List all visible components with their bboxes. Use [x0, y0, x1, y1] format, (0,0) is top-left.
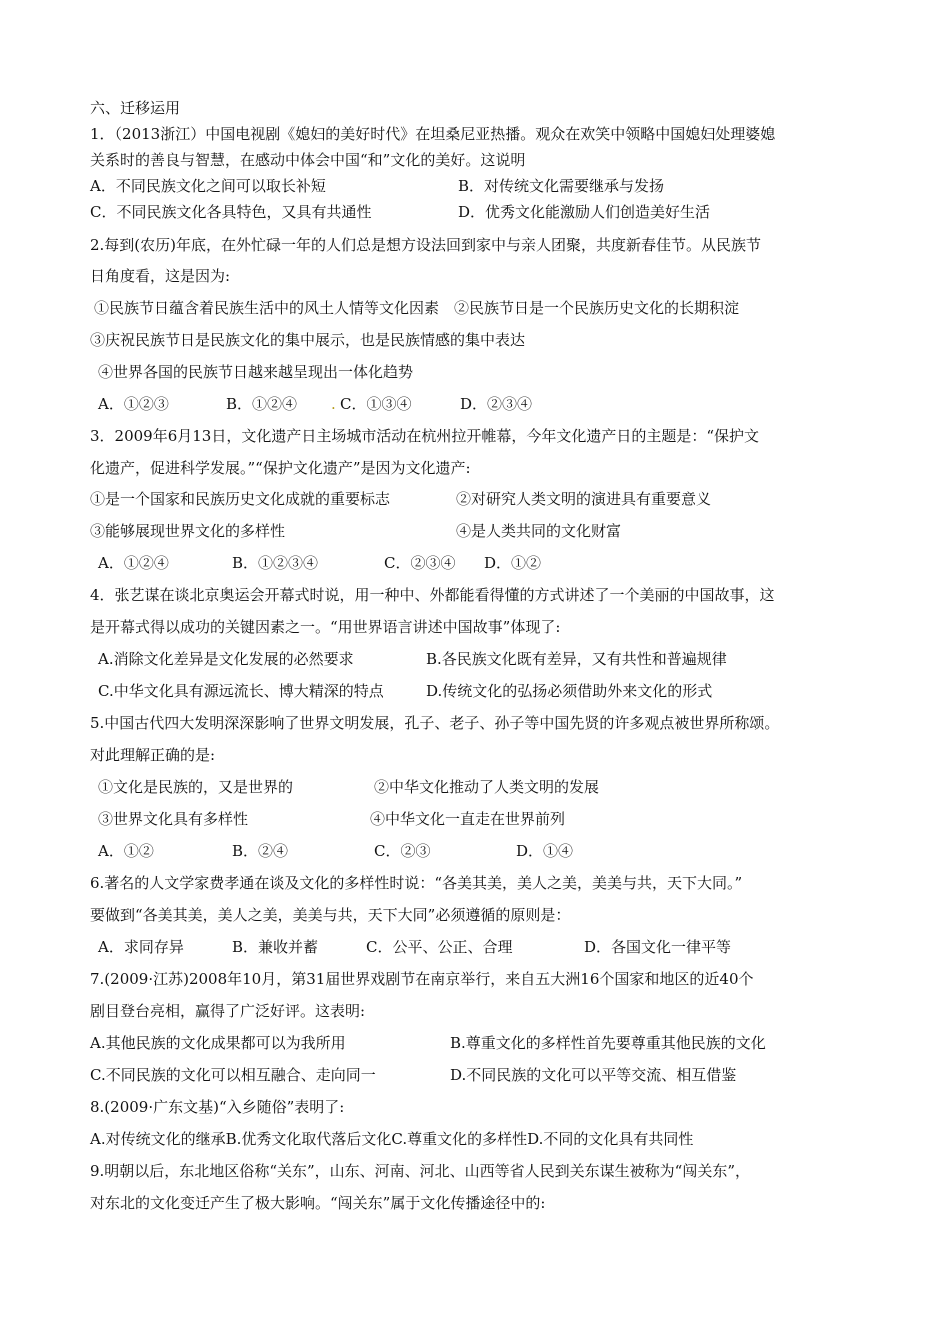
q1-option-d: D．优秀文化能激励人们创造美好生活	[458, 203, 711, 221]
q5-item-3: ③世界文化具有多样性	[98, 810, 249, 828]
q8-option-c: C.尊重文化的多样性	[391, 1130, 528, 1148]
q2-stem-line-2: 日角度看，这是因为:	[90, 267, 231, 285]
q6-option-c: C．公平、公正、合理	[366, 938, 513, 956]
q7-stem-line-2: 剧目登台亮相，赢得了广泛好评。这表明:	[90, 1002, 366, 1020]
q3-item-2: ②对研究人类文明的演进具有重要意义	[456, 490, 712, 508]
q7-option-b: B.尊重文化的多样性首先要尊重其他民族的文化	[450, 1034, 766, 1052]
q1-stem-line-1: 1．（2013浙江）中国电视剧《媳妇的美好时代》在坦桑尼亚热播。观众在欢笑中领略中国媳妇处理婆媳	[90, 125, 776, 143]
q2-item-line-1: ①民族节日蕴含着民族生活中的风土人情等文化因素 ②民族节日是一个民族历史文化的长期积淀	[94, 299, 740, 317]
q5-option-b: B．②④	[232, 842, 289, 860]
q1-option-a: A．不同民族文化之间可以取长补短	[90, 177, 326, 195]
q5-stem-line-2: 对此理解正确的是:	[90, 746, 216, 764]
q6-option-b: B．兼收并蓄	[232, 938, 319, 956]
q1-option-c: C．不同民族文化各具特色，又具有共通性	[90, 203, 372, 221]
q4-option-d: D.传统文化的弘扬必须借助外来文化的形式	[426, 682, 713, 700]
q8-option-d: D.不同的文化具有共同性	[527, 1130, 694, 1148]
q2-stem-line-1: 2.每到(农历)年底，在外忙碌一年的人们总是想方设法回到家中与亲人团聚，共度新春佳节。从民族节	[90, 236, 762, 254]
q5-item-2: ②中华文化推动了人类文明的发展	[374, 778, 600, 796]
q3-item-4: ④是人类共同的文化财富	[456, 522, 622, 540]
q3-item-1: ①是一个国家和民族历史文化成就的重要标志	[90, 490, 391, 508]
q7-option-a: A.其他民族的文化成果都可以为我所用	[90, 1034, 346, 1052]
q6-stem-line-1: 6.著名的人文学家费孝通在谈及文化的多样性时说：“各美其美，美人之美，美美与共，天下大同。”	[90, 874, 743, 892]
q8-option-a: A.对传统文化的继承	[90, 1130, 226, 1148]
q4-stem-line-2: 是开幕式得以成功的关键因素之一。“用世界语言讲述中国故事”体现了:	[90, 618, 561, 636]
q4-option-c: C.中华文化具有源远流长、博大精深的特点	[98, 682, 384, 700]
q1-stem-line-2: 关系时的善良与智慧，在感动中体会中国“和”文化的美好。这说明	[90, 151, 526, 169]
q3-option-c: C．②③④	[384, 554, 456, 572]
q3-stem-line-1: 3．2009年6月13日，文化遗产日主场城市活动在杭州拉开帷幕，今年文化遗产日的主题是：“保护文	[90, 427, 760, 445]
q3-option-a: A．①②④	[98, 554, 169, 572]
q7-option-d: D.不同民族的文化可以平等交流、相互借鉴	[450, 1066, 737, 1084]
q3-item-3: ③能够展现世界文化的多样性	[90, 522, 286, 540]
q5-option-c: C．②③	[374, 842, 431, 860]
q3-option-d: D．①②	[484, 554, 542, 572]
q7-option-c: C.不同民族的文化可以相互融合、走向同一	[90, 1066, 376, 1084]
q2-item-line-3: ④世界各国的民族节日越来越呈现出一体化趋势	[98, 363, 414, 381]
q9-stem-line-2: 对东北的文化变迁产生了极大影响。“闯关东”属于文化传播途径中的:	[90, 1194, 546, 1212]
q6-option-d: D．各国文化一律平等	[584, 938, 732, 956]
q3-option-b: B．①②③④	[232, 554, 319, 572]
section-title: 六、迁移运用	[90, 99, 181, 117]
q3-stem-line-2: 化遗产，促进科学发展。”“保护文化遗产”是因为文化遗产:	[90, 459, 471, 477]
q2-option-d: D．②③④	[460, 395, 533, 413]
q8-stem: 8.(2009·广东文基)“入乡随俗”表明了:	[90, 1098, 345, 1116]
q1-option-b: B．对传统文化需要继承与发扬	[458, 177, 665, 195]
q5-option-a: A．①②	[98, 842, 154, 860]
q5-item-4: ④中华文化一直走在世界前列	[370, 810, 566, 828]
q8-option-b: B.优秀文化取代落后文化	[225, 1130, 392, 1148]
q2-option-c: C．①③④	[340, 395, 412, 413]
q5-option-d: D．①④	[516, 842, 574, 860]
q4-option-a: A.消除文化差异是文化发展的必然要求	[98, 650, 354, 668]
q4-stem-line-1: 4．张艺谋在谈北京奥运会开幕式时说，用一种中、外都能看得懂的方式讲述了一个美丽的中国故事，这	[90, 586, 775, 604]
q7-stem-line-1: 7.(2009·江苏)2008年10月，第31届世界戏剧节在南京举行，来自五大洲16个国家和地区的近40个	[90, 970, 754, 988]
q4-option-b: B.各民族文化既有差异，又有共性和普遍规律	[426, 650, 727, 668]
q8-options-line	[90, 1129, 693, 1149]
q2-option-b: B．①②④	[226, 395, 298, 413]
q2-item-line-2: ③庆祝民族节日是民族文化的集中展示，也是民族情感的集中表达	[90, 331, 526, 349]
q5-item-1: ①文化是民族的，又是世界的	[98, 778, 294, 796]
q5-stem-line-1: 5.中国古代四大发明深深影响了世界文明发展，孔子、老子、孙子等中国先贤的许多观点被世界所称颂。	[90, 714, 780, 732]
q6-stem-line-2: 要做到“各美其美，美人之美，美美与共，天下大同”必须遵循的原则是：	[90, 906, 571, 924]
stray-mark: .	[331, 395, 336, 413]
q9-stem-line-1: 9.明朝以后，东北地区俗称“关东”，山东、河南、河北、山西等省人民到关东谋生被称为“闯关东”，	[90, 1162, 750, 1180]
q2-option-a: A．①②③	[98, 395, 169, 413]
q6-option-a: A．求同存异	[98, 938, 184, 956]
